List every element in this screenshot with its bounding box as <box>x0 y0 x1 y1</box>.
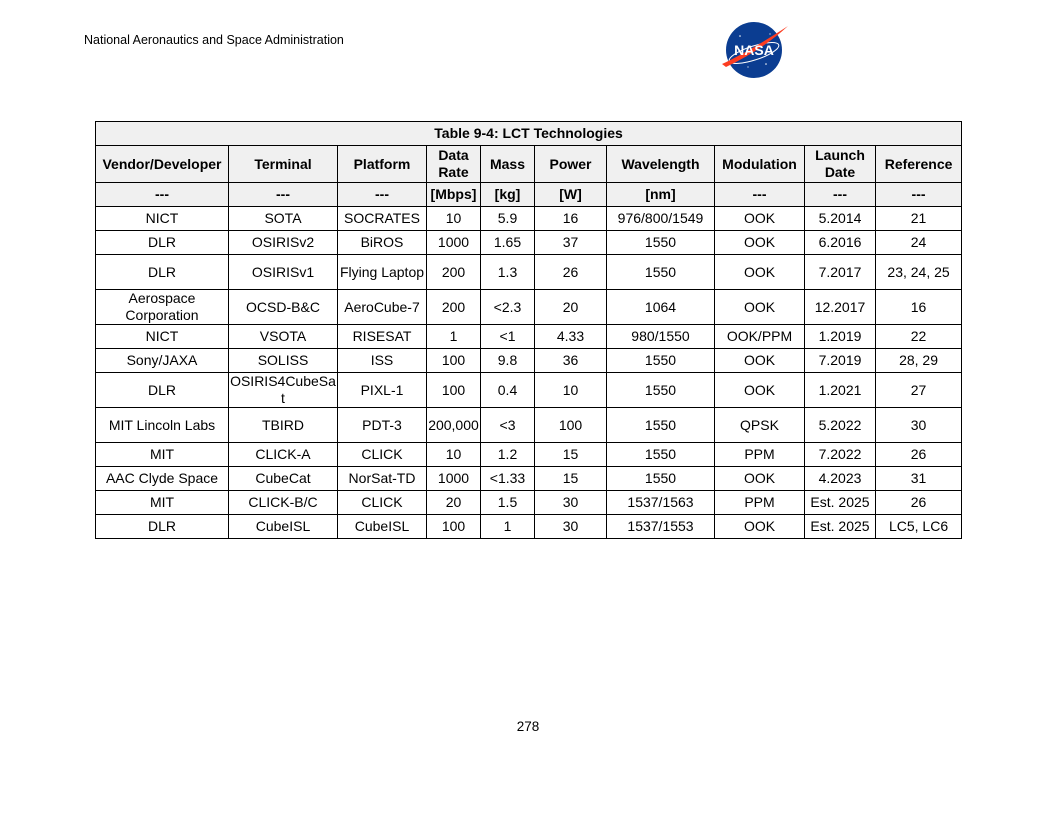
table-cell: 1550 <box>607 349 715 373</box>
table-cell: 9.8 <box>481 349 535 373</box>
table-cell: 15 <box>535 443 607 467</box>
table-cell: 7.2022 <box>805 443 876 467</box>
table-cell: 30 <box>535 515 607 539</box>
table-cell: 15 <box>535 467 607 491</box>
table-cell: <2.3 <box>481 290 535 325</box>
table-cell: <1.33 <box>481 467 535 491</box>
table-cell: MIT <box>96 443 229 467</box>
column-header: Wavelength <box>607 146 715 183</box>
table-cell: 7.2017 <box>805 255 876 290</box>
table-cell: DLR <box>96 515 229 539</box>
table-cell: OCSD-B&C <box>229 290 338 325</box>
table-cell: OOK/PPM <box>715 325 805 349</box>
table-cell: 12.2017 <box>805 290 876 325</box>
table-cell: 100 <box>427 515 481 539</box>
table-cell: 30 <box>876 408 962 443</box>
column-header-row <box>96 146 962 183</box>
table-cell: CubeCat <box>229 467 338 491</box>
table-cell: 16 <box>876 290 962 325</box>
table-row <box>96 231 962 255</box>
table-row <box>96 325 962 349</box>
table-cell: OSIRISv1 <box>229 255 338 290</box>
unit-cell: --- <box>805 183 876 207</box>
table-cell: QPSK <box>715 408 805 443</box>
table-cell: ISS <box>338 349 427 373</box>
table-row <box>96 207 962 231</box>
table-cell: 100 <box>427 373 481 408</box>
nasa-logo-text: NASA <box>734 42 774 58</box>
table-cell: 6.2016 <box>805 231 876 255</box>
column-header: Terminal <box>229 146 338 183</box>
table-cell: 976/800/1549 <box>607 207 715 231</box>
table-cell: SOTA <box>229 207 338 231</box>
table-caption: Table 9-4: LCT Technologies <box>96 122 962 146</box>
table-cell: NICT <box>96 325 229 349</box>
table-cell: CubeISL <box>229 515 338 539</box>
table-cell: 10 <box>427 207 481 231</box>
table-cell: Est. 2025 <box>805 515 876 539</box>
table-cell: 16 <box>535 207 607 231</box>
table-cell: 1064 <box>607 290 715 325</box>
table-cell: AAC Clyde Space <box>96 467 229 491</box>
agency-name: National Aeronautics and Space Administration <box>84 33 344 47</box>
table-cell: CLICK <box>338 443 427 467</box>
unit-cell: [Mbps] <box>427 183 481 207</box>
table-cell: 100 <box>427 349 481 373</box>
table-cell: OOK <box>715 515 805 539</box>
table-cell: DLR <box>96 373 229 408</box>
table-cell: 22 <box>876 325 962 349</box>
table-cell: DLR <box>96 255 229 290</box>
table-cell: 24 <box>876 231 962 255</box>
table-cell: 21 <box>876 207 962 231</box>
table-cell: 20 <box>427 491 481 515</box>
table-cell: DLR <box>96 231 229 255</box>
unit-cell: --- <box>229 183 338 207</box>
table-cell: OOK <box>715 255 805 290</box>
table-cell: LC5, LC6 <box>876 515 962 539</box>
table-cell: 20 <box>535 290 607 325</box>
table-cell: 1.65 <box>481 231 535 255</box>
table-cell: 26 <box>535 255 607 290</box>
table-cell: CubeISL <box>338 515 427 539</box>
table-cell: 980/1550 <box>607 325 715 349</box>
table-cell: 1.2021 <box>805 373 876 408</box>
table-cell: Aerospace Corporation <box>96 290 229 325</box>
table-row <box>96 373 962 408</box>
unit-cell: --- <box>715 183 805 207</box>
table-cell: AeroCube-7 <box>338 290 427 325</box>
table-cell: 37 <box>535 231 607 255</box>
table-cell: 27 <box>876 373 962 408</box>
table-cell: TBIRD <box>229 408 338 443</box>
table-cell: MIT Lincoln Labs <box>96 408 229 443</box>
column-header: Data Rate <box>427 146 481 183</box>
table-cell: PPM <box>715 491 805 515</box>
table-cell: VSOTA <box>229 325 338 349</box>
table-cell: 1.3 <box>481 255 535 290</box>
nasa-logo <box>718 20 790 80</box>
column-header: Power <box>535 146 607 183</box>
table-cell: NICT <box>96 207 229 231</box>
table-cell: 100 <box>535 408 607 443</box>
table-row <box>96 408 962 443</box>
table-cell: 36 <box>535 349 607 373</box>
table-cell: Flying Laptop <box>338 255 427 290</box>
column-header: Vendor/Developer <box>96 146 229 183</box>
column-header: Reference <box>876 146 962 183</box>
table-cell: 1000 <box>427 231 481 255</box>
table-cell: 4.2023 <box>805 467 876 491</box>
table-cell: OOK <box>715 373 805 408</box>
table-cell: 23, 24, 25 <box>876 255 962 290</box>
table-cell: CLICK <box>338 491 427 515</box>
table-cell: 10 <box>535 373 607 408</box>
table-cell: OSIRIS4CubeSat <box>230 373 336 406</box>
table-cell: 5.2014 <box>805 207 876 231</box>
table-cell: OOK <box>715 467 805 491</box>
table-cell: PIXL-1 <box>338 373 427 408</box>
table-cell: PPM <box>715 443 805 467</box>
unit-cell: [nm] <box>607 183 715 207</box>
units-row <box>96 183 962 207</box>
table-cell: 1000 <box>427 467 481 491</box>
column-header: Mass <box>481 146 535 183</box>
table-cell: 10 <box>427 443 481 467</box>
table-cell: SOCRATES <box>338 207 427 231</box>
table-cell: Sony/JAXA <box>96 349 229 373</box>
table-cell: OOK <box>715 231 805 255</box>
table-cell: 26 <box>876 491 962 515</box>
unit-cell: --- <box>338 183 427 207</box>
table-cell: PDT-3 <box>338 408 427 443</box>
table-cell: BiROS <box>338 231 427 255</box>
table-row <box>96 443 962 467</box>
table-cell: 1537/1563 <box>607 491 715 515</box>
table-cell: 200 <box>427 290 481 325</box>
table-cell: 4.33 <box>535 325 607 349</box>
table-cell: OSIRISv2 <box>229 231 338 255</box>
table-cell: 30 <box>535 491 607 515</box>
table-cell: <3 <box>481 408 535 443</box>
table-cell: OOK <box>715 207 805 231</box>
table-cell: CLICK-A <box>229 443 338 467</box>
table-cell: 1 <box>427 325 481 349</box>
table-cell: MIT <box>96 491 229 515</box>
lct-technologies-table <box>95 121 962 539</box>
table-cell: 1.5 <box>481 491 535 515</box>
unit-cell: [kg] <box>481 183 535 207</box>
table-cell: CLICK-B/C <box>229 491 338 515</box>
table-cell: 1550 <box>607 443 715 467</box>
table-cell: 1550 <box>607 373 715 408</box>
unit-cell: --- <box>876 183 962 207</box>
table-cell: 1550 <box>607 231 715 255</box>
table-cell: 1.2019 <box>805 325 876 349</box>
table-cell: 1550 <box>607 408 715 443</box>
column-header: Modulation <box>715 146 805 183</box>
table-cell: 26 <box>876 443 962 467</box>
table-row <box>96 515 962 539</box>
page-number: 278 <box>516 719 540 734</box>
table-cell: 31 <box>876 467 962 491</box>
table-cell: 1.2 <box>481 443 535 467</box>
table-cell: 1537/1553 <box>607 515 715 539</box>
table-cell: OOK <box>715 349 805 373</box>
table-cell: 0.4 <box>481 373 535 408</box>
table-row <box>96 290 962 325</box>
table-cell: SOLISS <box>229 349 338 373</box>
table-cell: 200,000 <box>427 408 481 443</box>
table-row <box>96 255 962 290</box>
table-row <box>96 349 962 373</box>
column-header: Launch Date <box>805 146 876 183</box>
table-cell: 200 <box>427 255 481 290</box>
table-cell: <1 <box>481 325 535 349</box>
table-cell: 5.9 <box>481 207 535 231</box>
table-row <box>96 467 962 491</box>
table-cell: 28, 29 <box>876 349 962 373</box>
table-cell: Est. 2025 <box>805 491 876 515</box>
table-cell: OOK <box>715 290 805 325</box>
column-header: Platform <box>338 146 427 183</box>
table-cell: 5.2022 <box>805 408 876 443</box>
table-cell: 1 <box>481 515 535 539</box>
unit-cell: --- <box>96 183 229 207</box>
table-cell: NorSat-TD <box>338 467 427 491</box>
table-cell: 7.2019 <box>805 349 876 373</box>
table-cell: 1550 <box>607 255 715 290</box>
table-row <box>96 491 962 515</box>
table-cell: RISESAT <box>338 325 427 349</box>
table-cell: 1550 <box>607 467 715 491</box>
unit-cell: [W] <box>535 183 607 207</box>
